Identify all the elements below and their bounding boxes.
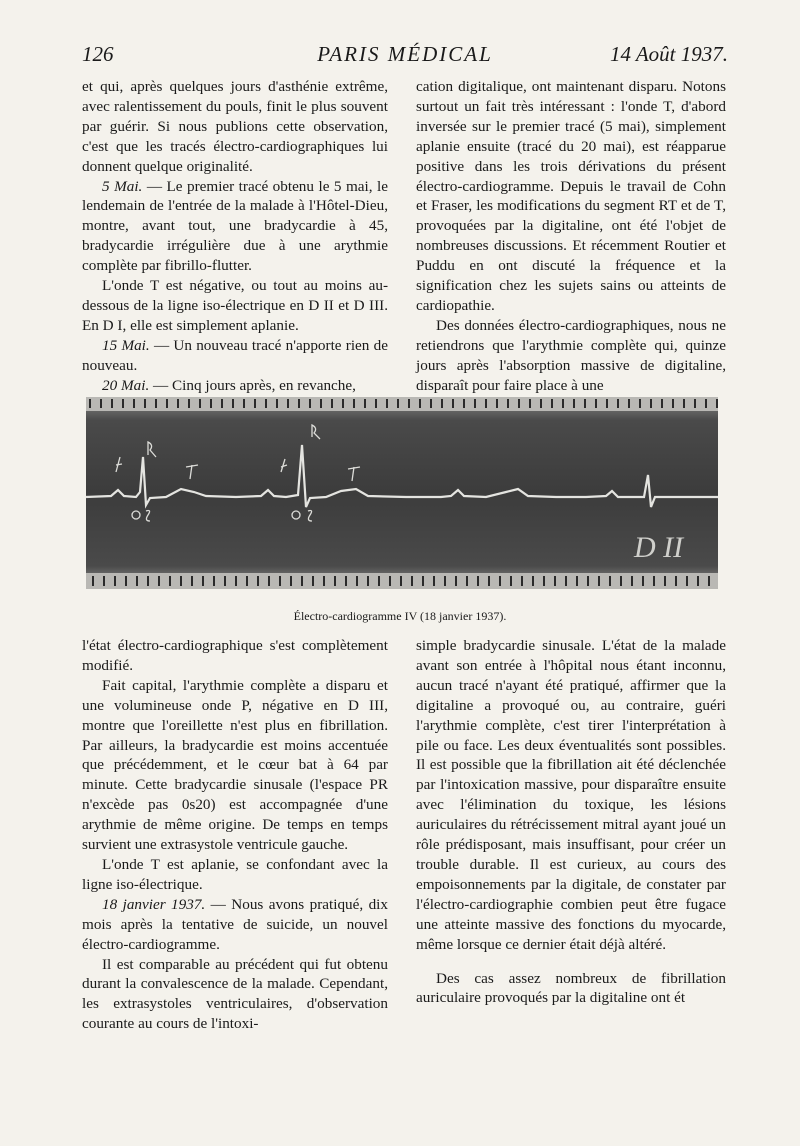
date-heading: 18 janvier 1937.: [102, 895, 206, 913]
page-number: 126: [82, 42, 114, 66]
column-bottom-left: [82, 636, 388, 1034]
running-header: [82, 42, 728, 72]
issue-date: 14 Août 1937.: [609, 42, 728, 66]
paragraph: et qui, après quelques jours d'asthénie extrême, avec ralentissement du pouls, finit le plus souvent par guérir. Si nous publions cette observation, c'est que les tracés électro-cardiographiques lui donnent quelque originalité.: [82, 78, 388, 175]
date-heading: 20 Mai.: [102, 376, 150, 394]
date-heading: 5 Mai.: [102, 177, 143, 195]
column-top-right: [416, 77, 726, 396]
paragraph: simple bradycardie sinusale. L'état de la malade avant son entrée à l'hôpital nous étant inconnu, aucun tracé n'ayant été pratiqué, affirmer que la digitaline a provoqué ou, au contraire, guéri l'arythmie complète, c'est tirer l'interprétation à pile ou face. Les deux éventualités sont possibles. Il est possible que la fibrillation ait été déclenchée par l'intoxication massive, pour disparaître ensuite avec l'élimination du toxique, les lésions auriculaires du rétrécissement mitral ayant joué un rôle prédisposant, mais insuffisant, pour créer un trouble durable. Il est curieux, au cours des empoisonnements par la digitale, de constater par l'électro-cardiographie combien peut être fugace une atteinte massive des fonctions du myocarde, même lorsque ce dernier était déjà altéré.: [416, 637, 726, 953]
paragraph: L'onde T est négative, ou tout au moins au-dessous de la ligne iso-électrique en D II et D III. En D I, elle est simplement aplanie.: [82, 277, 388, 334]
journal-title: PARIS MÉDICAL: [317, 42, 493, 66]
paragraph: Des cas assez nombreux de fibrillation auriculaire provoqués par la digitaline ont ét: [416, 969, 726, 1007]
figure-caption: Électro-cardiogramme IV (18 janvier 1937).: [293, 609, 507, 623]
paragraph: 18 janvier 1937. — Nous avons pratiqué, dix mois après la tentative de suicide, un nouvel électro-cardiogramme.: [82, 895, 388, 953]
paragraph: l'état électro-cardiographique s'est complètement modifié.: [82, 637, 388, 674]
paragraph: 15 Mai. — Un nouveau tracé n'apporte rien de nouveau.: [82, 336, 388, 374]
ecg-figure: [86, 397, 718, 589]
paragraph: cation digitalique, ont maintenant disparu. Notons surtout un fait très intéressant : l'onde T, d'abord inversée sur le premier tracé (5 mai), simplement aplanie ensuite (tracé du 20 mai), est réapparue positive dans les trois dérivations du présent électro-cardiogramme. Depuis le travail de Cohn et Fraser, les modifications du segment RT et de T, provoquées par la digitaline, ont été l'objet de nombreuses discussions. Et récemment Routier et Puddu en ont discuté la fréquence et la signification chez les sujets sains ou atteints de cardiopathie.: [416, 78, 726, 314]
paragraph: Il est comparable au précédent qui fut obtenu durant la convalescence de la malade. Cependant, les extrasystoles ventriculaires, d'observation courante au cours de l'intoxi-: [82, 955, 388, 1033]
lead-label: D II: [634, 531, 684, 564]
paragraph: L'onde T est aplanie, se confondant avec la ligne iso-électrique.: [82, 855, 388, 893]
column-bottom-right: [416, 636, 726, 1008]
paragraph: Fait capital, l'arythmie complète a disparu et une volumineuse onde P, négative en D III, montre que l'oreillette n'est plus en fibrillation. Par ailleurs, la bradycardie est moins accentuée que précédemment, et le cœur bat à 64 par minute. Cette bradycardie sinusale (l'espace PR n'excède pas 0s20) est accompagnée d'une arythmie de même origine. De temps en temps survient une extrasystole ventricule gauche.: [82, 676, 388, 854]
paragraph: 5 Mai. — Le premier tracé obtenu le 5 mai, le lendemain de l'entrée de la malade à l'Hôtel-Dieu, montre, avant tout, une bradycardie à 45, bradycardie irrégulière due à une arythmie complète par fibrillo-flutter.: [82, 177, 388, 275]
ecg-trace-image: [86, 397, 718, 589]
column-top-left: [82, 77, 388, 396]
paragraph: 20 Mai. — Cinq jours après, en revanche,: [102, 376, 356, 394]
paragraph: Des données électro-cardiographiques, nous ne retiendrons que l'arythmie complète qui, quinze jours après l'absorption massive de digitaline, disparaît pour faire place à une: [416, 316, 726, 394]
date-heading: 15 Mai.: [102, 336, 150, 354]
